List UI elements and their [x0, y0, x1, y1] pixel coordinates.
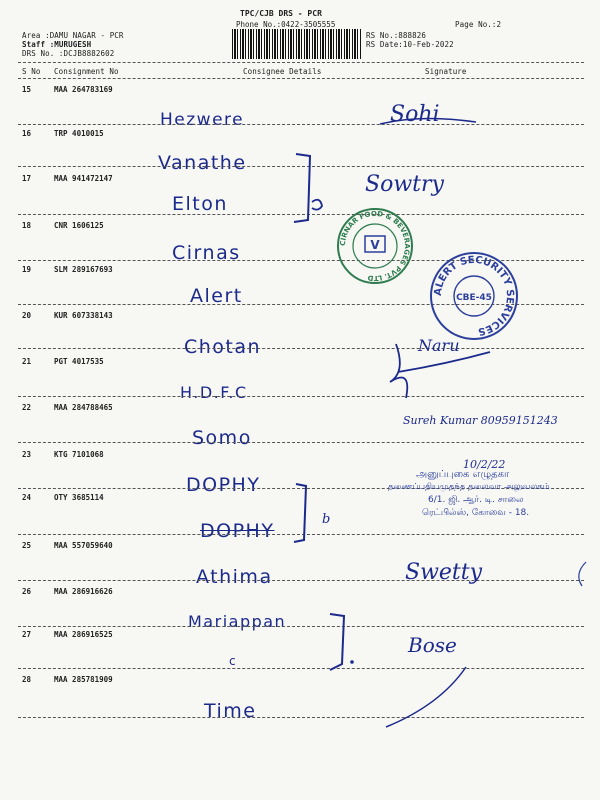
consignee-handwritten: c: [229, 654, 238, 668]
signature-row20: Naru: [418, 336, 460, 355]
consignment-no: MAA 264783169: [54, 85, 113, 94]
consignee-handwritten: Cirnas: [172, 242, 241, 264]
cirnar-logo: V: [370, 238, 380, 252]
consignee-handwritten: Chotan: [184, 336, 262, 358]
company-seal: [335, 206, 415, 286]
col-header-consignment: Consignment No: [54, 67, 119, 76]
phone-number: Phone No.:0422-3505555: [236, 20, 336, 29]
consignee-handwritten: Alert: [190, 285, 243, 307]
rs-date: RS Date:10-Feb-2022: [366, 40, 454, 49]
consignment-no: TRP 4010015: [54, 129, 104, 138]
row-sno: 27: [22, 630, 32, 639]
consignment-no: MAA 284788465: [54, 403, 113, 412]
alert-seal-code: CBE-45: [456, 293, 492, 303]
security-seal: [428, 250, 520, 342]
row-divider: [18, 442, 584, 443]
row-divider: [18, 396, 584, 397]
consignee-handwritten: Mariappan: [188, 612, 287, 631]
row-sno: 20: [22, 311, 32, 320]
signature-row22: Sureh Kumar 80959151243: [403, 414, 558, 427]
tamil-stamp-line: அனுப்புகை எழுதகா: [416, 469, 510, 480]
row-divider: [18, 626, 584, 627]
bracket-mark: [290, 150, 330, 230]
bracket-annotation: b: [322, 512, 331, 527]
tamil-address-stamp: [388, 468, 578, 520]
rs-number: RS No.:888826: [366, 31, 426, 40]
row-sno: 23: [22, 450, 32, 459]
consignee-handwritten: Time: [204, 700, 257, 722]
consignment-no: PGT 4017535: [54, 357, 104, 366]
consignment-no: MAA 285781909: [54, 675, 113, 684]
row-sno: 15: [22, 85, 32, 94]
col-header-sno: S No: [22, 67, 41, 76]
signature-stroke: [380, 665, 480, 735]
consignment-no: KUR 607338143: [54, 311, 113, 320]
row-sno: 21: [22, 357, 32, 366]
signature-row25: Swetty: [405, 560, 483, 585]
consignee-handwritten: DOPHY: [200, 520, 275, 542]
signature-row17: Sowtry: [365, 172, 444, 197]
signature-date: 10/2/22: [463, 458, 506, 471]
row-divider: [18, 124, 584, 125]
signature-stroke: [386, 342, 496, 402]
row-divider: [18, 717, 584, 718]
row-sno: 22: [22, 403, 32, 412]
col-header-signature: Signature: [425, 67, 467, 76]
consignee-handwritten: Somo: [192, 427, 252, 449]
consignee-handwritten: Elton: [172, 193, 228, 215]
consignment-no: MAA 286916626: [54, 587, 113, 596]
row-divider: [18, 668, 584, 669]
document-title: TPC/CJB DRS - PCR: [240, 9, 322, 18]
row-sno: 28: [22, 675, 32, 684]
consignee-handwritten: DOPHY: [186, 474, 261, 496]
signature-row15: Sohi: [390, 102, 440, 127]
tamil-stamp-line: 6/1. ஜி. ஆர். டி. சாலை: [428, 495, 524, 505]
cirnar-seal-text: CIRNAR FOOD & BEVERAGES PVT. LTD: [338, 209, 412, 283]
row-sno: 25: [22, 541, 32, 550]
consignee-handwritten: Hezwere: [160, 110, 245, 130]
row-divider: [18, 580, 584, 581]
consignment-no: MAA 286916525: [54, 630, 113, 639]
row-sno: 16: [22, 129, 32, 138]
tamil-stamp-line: ரெட்பில்ஸ், கோவை - 18.: [422, 508, 530, 518]
row-sno: 17: [22, 174, 32, 183]
barcode: [232, 29, 362, 59]
consignee-handwritten: Athima: [196, 566, 273, 588]
staff-label: Staff :MURUGESH: [22, 40, 92, 49]
row-sno: 19: [22, 265, 32, 274]
bracket-mark: [326, 610, 366, 680]
col-header-consignee: Consignee Details: [243, 67, 322, 76]
consignment-no: OTY 3685114: [54, 493, 104, 502]
drs-number: DRS No. :DCJB8882602: [22, 49, 115, 58]
consignment-no: MAA 557059640: [54, 541, 113, 550]
edge-mark: [572, 560, 592, 590]
consignee-handwritten: Vanathe: [158, 152, 247, 174]
consignment-no: MAA 941472147: [54, 174, 113, 183]
signature-row27: Bose: [408, 633, 457, 657]
consignment-no: CNR 1606125: [54, 221, 104, 230]
area-label: Area :DAMU NAGAR - PCR: [22, 31, 124, 40]
column-header-divider: [18, 78, 584, 79]
row-divider: [18, 348, 584, 349]
row-sno: 26: [22, 587, 32, 596]
tamil-stamp-line: தணைப்பதியமுதந்த தலைவா அலுவலகம்: [388, 482, 550, 492]
signature-stroke: [380, 110, 480, 130]
header-divider: [18, 62, 584, 63]
row-sno: 24: [22, 493, 32, 502]
alert-seal-text: ALERT SECURITY SERVICES: [432, 254, 516, 337]
page-number: Page No.:2: [455, 20, 502, 29]
row-sno: 18: [22, 221, 32, 230]
consignee-handwritten: H.D.F.C: [180, 383, 248, 402]
consignment-no: SLM 289167693: [54, 265, 113, 274]
consignment-no: KTG 7101068: [54, 450, 104, 459]
